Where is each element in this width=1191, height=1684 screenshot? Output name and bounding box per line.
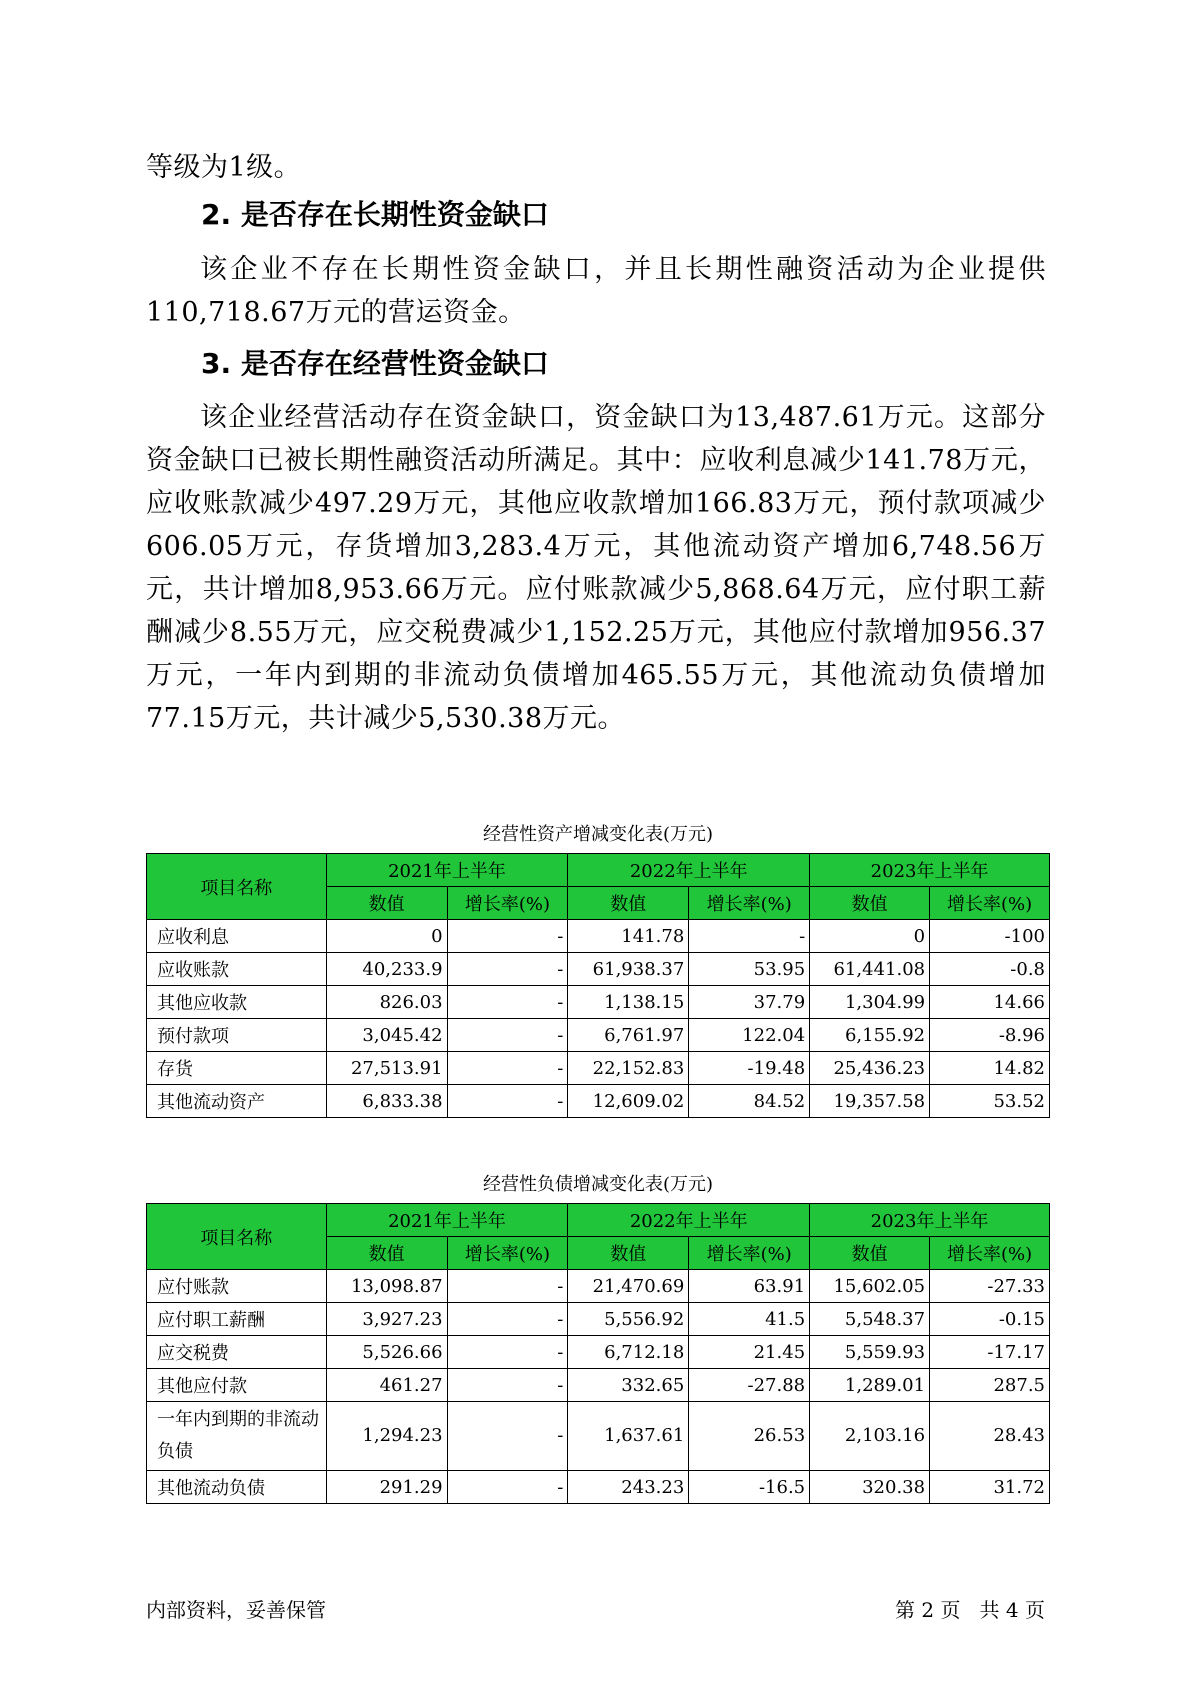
table-row <box>147 953 1050 986</box>
cell-value: 6,712.18 <box>568 1336 689 1369</box>
table-row <box>147 920 1050 953</box>
cell-growth: 14.66 <box>930 986 1050 1019</box>
cell-growth: 37.79 <box>689 986 810 1019</box>
cell-growth: -100 <box>930 920 1050 953</box>
header-year-2022: 2022年上半年 <box>568 1204 810 1237</box>
header-value: 数值 <box>326 1237 447 1270</box>
header-year-2021: 2021年上半年 <box>326 854 568 887</box>
paragraph-long-term-gap: 该企业不存在长期性资金缺口，并且长期性融资活动为企业提供110,718.67万元的营运资金。 <box>146 254 1046 328</box>
cell-value: 22,152.83 <box>568 1052 689 1085</box>
table-row <box>147 1019 1050 1052</box>
cell-growth: 28.43 <box>930 1402 1050 1471</box>
cell-value: 5,526.66 <box>326 1336 447 1369</box>
row-label: 应付职工薪酬 <box>147 1303 327 1336</box>
table-row <box>147 1085 1050 1118</box>
row-label: 其他流动资产 <box>147 1085 327 1118</box>
cell-value: 3,927.23 <box>326 1303 447 1336</box>
table-row <box>147 1336 1050 1369</box>
cell-value: 1,138.15 <box>568 986 689 1019</box>
cell-value: 826.03 <box>326 986 447 1019</box>
heading-operating-gap: 3. 是否存在经营性资金缺口 <box>201 347 549 380</box>
footer-page-number: 第 2 页 共 4 页 <box>895 1598 1045 1622</box>
cell-value: 6,155.92 <box>810 1019 930 1052</box>
row-label: 存货 <box>147 1052 327 1085</box>
cell-growth: - <box>447 920 568 953</box>
cell-growth: 53.95 <box>689 953 810 986</box>
liability-table-title: 经营性负债增减变化表(万元) <box>482 1174 714 1195</box>
cell-value: 461.27 <box>326 1369 447 1402</box>
cell-growth: - <box>447 986 568 1019</box>
cell-growth: 122.04 <box>689 1019 810 1052</box>
header-value: 数值 <box>568 887 689 920</box>
header-growth: 增长率(%) <box>447 1237 568 1270</box>
cell-value: 15,602.05 <box>810 1270 930 1303</box>
liability-change-table <box>146 1203 1050 1504</box>
cell-growth: - <box>447 1402 568 1471</box>
cell-growth: -27.88 <box>689 1369 810 1402</box>
cell-growth: - <box>447 1019 568 1052</box>
cell-value: 1,289.01 <box>810 1369 930 1402</box>
footer-confidential-note: 内部资料，妥善保管 <box>146 1598 326 1622</box>
cell-value: 25,436.23 <box>810 1052 930 1085</box>
paragraph-level: 等级为1级。 <box>146 152 302 183</box>
cell-growth: -19.48 <box>689 1052 810 1085</box>
header-value: 数值 <box>810 1237 930 1270</box>
header-value: 数值 <box>326 887 447 920</box>
header-value: 数值 <box>568 1237 689 1270</box>
table-row <box>147 1270 1050 1303</box>
cell-growth: -0.8 <box>930 953 1050 986</box>
asset-table-title: 经营性资产增减变化表(万元) <box>482 824 714 845</box>
cell-value: 6,761.97 <box>568 1019 689 1052</box>
cell-value: 5,556.92 <box>568 1303 689 1336</box>
cell-value: 19,357.58 <box>810 1085 930 1118</box>
cell-value: 5,559.93 <box>810 1336 930 1369</box>
cell-growth: -8.96 <box>930 1019 1050 1052</box>
cell-value: 1,304.99 <box>810 986 930 1019</box>
paragraph-operating-gap: 该企业经营活动存在资金缺口，资金缺口为13,487.61万元。这部分资金缺口已被长期性融资活动所满足。其中：应收利息减少141.78万元，应收账款减少497.29万元，其他应收款增加166.83万元，预付款项减少606.05万元，存货增加3,283.4万元，其他流动资产增加6,748.56万元，共计增加8,953.66万元。应付账款减少5,868.64万元，应付职工薪酬减少8.55万元，应交税费减少1,152.25万元，其他应付款增加956.37万元，一年内到期的非流动负债增加465.55万元，其他流动负债增加77.15万元，共计减少5,530.38万元。 <box>146 402 1046 734</box>
cell-value: 332.65 <box>568 1369 689 1402</box>
header-growth: 增长率(%) <box>689 887 810 920</box>
cell-growth: 53.52 <box>930 1085 1050 1118</box>
header-year-2022: 2022年上半年 <box>568 854 810 887</box>
cell-value: 61,441.08 <box>810 953 930 986</box>
cell-value: 5,548.37 <box>810 1303 930 1336</box>
table-row <box>147 1052 1050 1085</box>
row-label: 应付账款 <box>147 1270 327 1303</box>
cell-growth: - <box>447 1270 568 1303</box>
header-year-2023: 2023年上半年 <box>810 1204 1050 1237</box>
cell-growth: 63.91 <box>689 1270 810 1303</box>
cell-value: 2,103.16 <box>810 1402 930 1471</box>
cell-value: 27,513.91 <box>326 1052 447 1085</box>
header-item-name: 项目名称 <box>147 854 327 920</box>
cell-value: 291.29 <box>326 1471 447 1504</box>
cell-value: 13,098.87 <box>326 1270 447 1303</box>
table-row <box>147 1369 1050 1402</box>
cell-value: 0 <box>810 920 930 953</box>
cell-growth: - <box>447 1085 568 1118</box>
row-label: 预付款项 <box>147 1019 327 1052</box>
cell-value: 243.23 <box>568 1471 689 1504</box>
cell-value: 21,470.69 <box>568 1270 689 1303</box>
cell-growth: - <box>447 953 568 986</box>
row-label: 其他应付款 <box>147 1369 327 1402</box>
cell-growth: 26.53 <box>689 1402 810 1471</box>
cell-value: 3,045.42 <box>326 1019 447 1052</box>
cell-growth: 287.5 <box>930 1369 1050 1402</box>
cell-growth: 31.72 <box>930 1471 1050 1504</box>
cell-value: 0 <box>326 920 447 953</box>
cell-value: 61,938.37 <box>568 953 689 986</box>
header-year-2021: 2021年上半年 <box>326 1204 568 1237</box>
cell-growth: - <box>447 1303 568 1336</box>
header-year-2023: 2023年上半年 <box>810 854 1050 887</box>
row-label: 一年内到期的非流动负债 <box>147 1402 327 1471</box>
cell-growth: - <box>447 1052 568 1085</box>
header-item-name: 项目名称 <box>147 1204 327 1270</box>
header-growth: 增长率(%) <box>930 887 1050 920</box>
cell-growth: 21.45 <box>689 1336 810 1369</box>
cell-growth: 84.52 <box>689 1085 810 1118</box>
heading-long-term-gap: 2. 是否存在长期性资金缺口 <box>201 198 549 231</box>
row-label: 其他流动负债 <box>147 1471 327 1504</box>
row-label: 应交税费 <box>147 1336 327 1369</box>
cell-value: 1,294.23 <box>326 1402 447 1471</box>
header-growth: 增长率(%) <box>930 1237 1050 1270</box>
row-label: 应收利息 <box>147 920 327 953</box>
header-growth: 增长率(%) <box>447 887 568 920</box>
table-row <box>147 1402 1050 1471</box>
cell-value: 12,609.02 <box>568 1085 689 1118</box>
cell-growth: 14.82 <box>930 1052 1050 1085</box>
cell-growth: - <box>447 1336 568 1369</box>
table-row <box>147 986 1050 1019</box>
cell-growth: - <box>447 1471 568 1504</box>
cell-growth: -16.5 <box>689 1471 810 1504</box>
cell-value: 40,233.9 <box>326 953 447 986</box>
header-value: 数值 <box>810 887 930 920</box>
cell-growth: - <box>447 1369 568 1402</box>
cell-value: 320.38 <box>810 1471 930 1504</box>
cell-growth: 41.5 <box>689 1303 810 1336</box>
cell-value: 1,637.61 <box>568 1402 689 1471</box>
cell-value: 141.78 <box>568 920 689 953</box>
header-growth: 增长率(%) <box>689 1237 810 1270</box>
asset-change-table <box>146 853 1050 1118</box>
table-row <box>147 1471 1050 1504</box>
cell-growth: -17.17 <box>930 1336 1050 1369</box>
row-label: 应收账款 <box>147 953 327 986</box>
row-label: 其他应收款 <box>147 986 327 1019</box>
cell-growth: -0.15 <box>930 1303 1050 1336</box>
cell-value: 6,833.38 <box>326 1085 447 1118</box>
cell-growth: -27.33 <box>930 1270 1050 1303</box>
table-row <box>147 1303 1050 1336</box>
cell-growth: - <box>689 920 810 953</box>
